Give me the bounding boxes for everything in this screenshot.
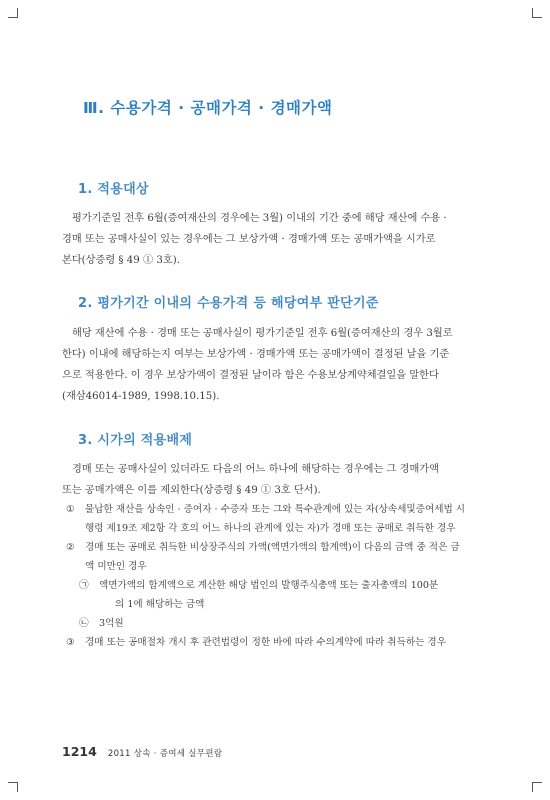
item-text-line: 경매 또는 공매로 취득한 비상장주식의 가액(액면가액의 합계액)이 다음의 금액 중 적은 금 xyxy=(85,542,460,553)
paragraph-line: 으로 적용한다. 이 경우 보상가액이 결정된 날이라 함은 수용보상계약체결일을 말한다 xyxy=(62,370,439,381)
section-title-2: 2. 평가기간 이내의 수용가격 등 해당여부 판단기준 xyxy=(78,296,379,311)
item-marker: ① xyxy=(66,504,75,515)
paragraph-line: 또는 공매가액은 이를 제외한다(상증령 § 49 ① 3호 단서). xyxy=(62,485,321,496)
section-2-paragraph xyxy=(62,323,488,407)
sub-item-marker: ㉠ xyxy=(79,580,89,591)
section-title-3: 3. 시가의 적용배제 xyxy=(78,433,193,448)
page-number: 1214 xyxy=(62,744,97,759)
item-marker: ③ xyxy=(66,637,75,648)
chapter-title: Ⅲ. 수용가격 · 공매가격 · 경매가액 xyxy=(83,99,333,117)
crop-mark-top-right xyxy=(532,8,542,18)
item-text-line: 의 1에 해당하는 금액 xyxy=(115,599,205,610)
paragraph-line: (재삼46014-1989, 1998.10.15). xyxy=(62,391,220,402)
sub-list-item xyxy=(66,614,490,633)
section-1-paragraph xyxy=(62,208,488,271)
item-text-line: 액 미만인 경우 xyxy=(85,561,147,572)
crop-mark-top-left xyxy=(8,8,18,18)
list-item xyxy=(66,500,490,538)
section-title-1: 1. 적용대상 xyxy=(78,182,149,197)
item-text-line: 행령 제19조 제2항 각 호의 어느 하나의 관계에 있는 자)가 경매 또는 공매로 취득한 경우 xyxy=(85,523,456,534)
item-text-line: 경매 또는 공매절차 개시 후 관련법령이 정한 바에 따라 수의계약에 따라 취득하는 경우 xyxy=(85,637,446,648)
exclusion-list xyxy=(66,500,490,652)
item-text-line: 액면가액의 합계액으로 계산한 해당 법인의 발행주식총액 또는 출자총액의 100분 xyxy=(99,580,439,591)
list-item xyxy=(66,538,490,576)
paragraph-line: 본다(상증령 § 49 ① 3호). xyxy=(62,255,180,266)
list-item xyxy=(66,633,490,652)
running-title: 2011 상속 · 증여세 실무편람 xyxy=(107,749,223,759)
crop-mark-bottom-left xyxy=(8,782,18,792)
paragraph-line: 해당 재산에 수용 · 경매 또는 공매사실이 평가기준일 전후 6월(증여재산의 경우 3월로 xyxy=(72,328,453,339)
paragraph-line: 한다) 이내에 해당하는지 여부는 보상가액 · 경매가액 또는 공매가액이 결정된 날을 기준 xyxy=(62,349,450,360)
item-marker: ② xyxy=(66,542,75,553)
sub-item-marker: ㉡ xyxy=(79,618,89,629)
page-footer xyxy=(62,741,222,760)
paragraph-line: 경매 또는 공매사실이 있는 경우에는 그 보상가액 · 경매가액 또는 공매가액을 시가로 xyxy=(62,234,436,245)
sub-list-item xyxy=(66,576,490,614)
item-text-line: 3억원 xyxy=(99,618,124,629)
item-text-line: 물납한 재산을 상속인 · 증여자 · 수증자 또는 그와 특수관계에 있는 자(상속세및증여세법 시 xyxy=(85,504,466,515)
section-3-paragraph xyxy=(62,459,488,501)
crop-mark-bottom-right xyxy=(532,782,542,792)
paragraph-line: 평가기준일 전후 6월(증여재산의 경우에는 3월) 이내의 기간 중에 해당 재산에 수용 · xyxy=(72,213,447,224)
paragraph-line: 경매 또는 공매사실이 있더라도 다음의 어느 하나에 해당하는 경우에는 그 경매가액 xyxy=(72,464,439,475)
